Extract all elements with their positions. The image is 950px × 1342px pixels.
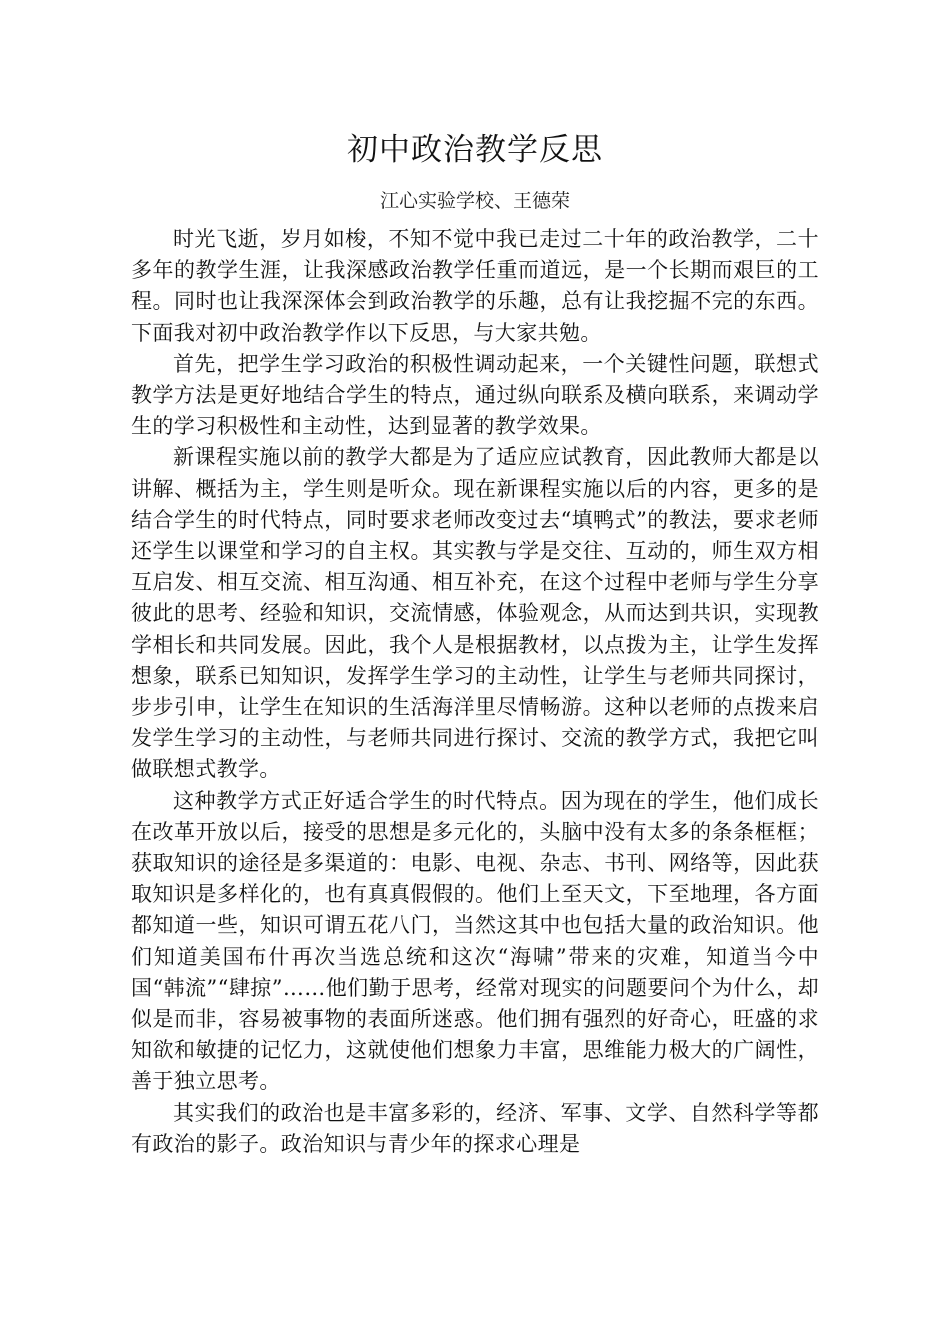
document-body bbox=[131, 224, 819, 1160]
body-paragraph: 时光飞逝，岁月如梭，不知不觉中我已走过二十年的政治教学，二十多年的教学生涯，让我深感政治教学任重而道远，是一个长期而艰巨的工程。同时也让我深深体会到政治教学的乐趣，总有让我挖掘不完的东西。下面我对初中政治教学作以下反思，与大家共勉。 bbox=[131, 227, 819, 345]
body-paragraph: 新课程实施以前的教学大都是为了适应应试教育，因此教师大都是以讲解、概括为主，学生则是听众。现在新课程实施以后的内容，更多的是结合学生的时代特点，同时要求老师改变过去“填鸭式”的教法，要求老师还学生以课堂和学习的自主权。其实教与学是交往、互动的，师生双方相互启发、相互交流、相互沟通、相互补充，在这个过程中老师与学生分享彼此的思考、经验和知识，交流情感，体验观念，从而达到共识，实现教学相长和共同发展。因此，我个人是根据教材，以点拨为主，让学生发挥想象，联系已知知识，发挥学生学习的主动性，让学生与老师共同探讨，步步引申，让学生在知识的生活海洋里尽情畅游。这种以老师的点拨来启发学生学习的主动性，与老师共同进行探讨、交流的教学方式，我把它叫做联想式教学。 bbox=[131, 445, 819, 782]
document-author: 江心实验学校、王德荣 bbox=[379, 190, 570, 212]
body-paragraph: 其实我们的政治也是丰富多彩的，经济、军事、文学、自然科学等都有政治的影子。政治知识与青少年的探求心理是 bbox=[131, 1100, 819, 1156]
document-title: 初中政治教学反思 bbox=[347, 132, 603, 168]
body-paragraph: 这种教学方式正好适合学生的时代特点。因为现在的学生，他们成长在改革开放以后，接受的思想是多元化的，头脑中没有太多的条条框框；获取知识的途径是多渠道的：电影、电视、杂志、书刊、网络等，因此获取知识是多样化的，也有真真假假的。他们上至天文，下至地理，各方面都知道一些，知识可谓五花八门，当然这其中也包括大量的政治知识。他们知道美国布什再次当选总统和这次“海啸”带来的灾难，知道当今中国“韩流”“肆掠”……他们勤于思考，经常对现实的问题要问个为什么，却似是而非，容易被事物的表面所迷惑。他们拥有强烈的好奇心，旺盛的求知欲和敏捷的记忆力，这就使他们想象力丰富，思维能力极大的广阔性，善于独立思考。 bbox=[131, 788, 819, 1094]
body-paragraph: 首先，把学生学习政治的积极性调动起来，一个关键性问题，联想式教学方法是更好地结合学生的特点，通过纵向联系及横向联系，来调动学生的学习积极性和主动性，达到显著的教学效果。 bbox=[131, 351, 819, 439]
